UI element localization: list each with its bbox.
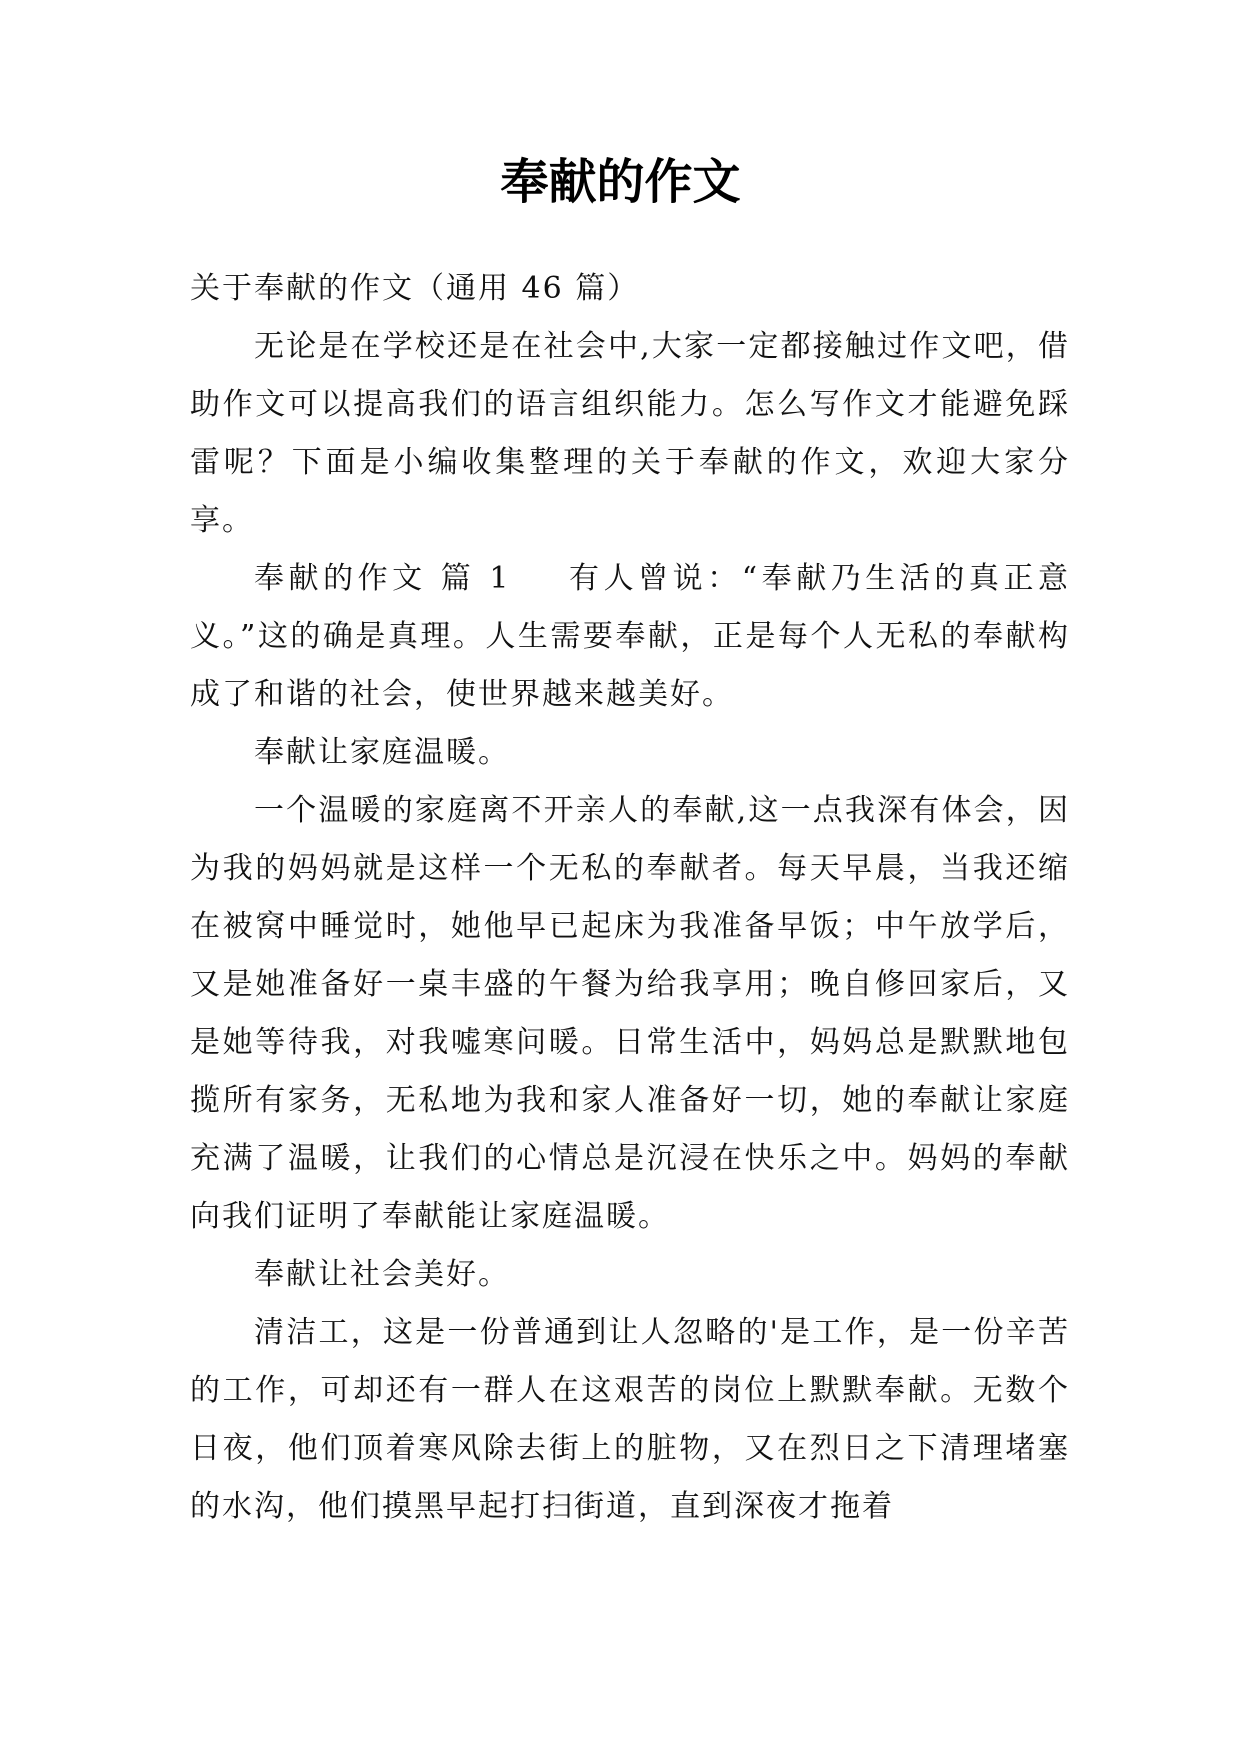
document-title: 奉献的作文 xyxy=(500,154,741,210)
society-paragraph: 清洁工，这是一份普通到让人忽略的'是工作，是一份辛苦的工作，可却还有一群人在这艰苦的岗位上默默奉献。无数个日夜，他们顶着寒风除去街上的脏物，又在烈日之下清理堵塞的水沟，他们摸黑早起打扫街道，直到深夜才拖着 xyxy=(190,1315,1070,1524)
intro-paragraph: 无论是在学校还是在社会中,大家一定都接触过作文吧，借助作文可以提高我们的语言组织能力。怎么写作文才能避免踩雷呢？下面是小编收集整理的关于奉献的作文，欢迎大家分享。 xyxy=(190,329,1070,538)
section-opening-text: 有人曾说：“奉献乃生活的真正意义。”这的确是真理。人生需要奉献，正是每个人无私的奉献构成了和谐的社会，使世界越来越美好。 xyxy=(190,561,1070,712)
section-1-paragraph xyxy=(190,550,1070,724)
document-body xyxy=(190,260,1070,1536)
society-heading: 奉献让社会美好。 xyxy=(254,1257,510,1292)
section-heading: 奉献的作文 篇 1 xyxy=(254,561,511,596)
family-paragraph: 一个温暖的家庭离不开亲人的奉献,这一点我深有体会，因为我的妈妈就是这样一个无私的奉献者。每天早晨，当我还缩在被窝中睡觉时，她他早已起床为我准备早饭；中午放学后，又是她准备好一桌丰盛的午餐为给我享用；晚自修回家后，又是她等待我，对我嘘寒问暖。日常生活中，妈妈总是默默地包揽所有家务，无私地为我和家人准备好一切，她的奉献让家庭充满了温暖，让我们的心情总是沉浸在快乐之中。妈妈的奉献向我们证明了奉献能让家庭温暖。 xyxy=(190,793,1070,1234)
document-subtitle: 关于奉献的作文（通用 46 篇） xyxy=(190,271,640,306)
family-heading: 奉献让家庭温暖。 xyxy=(254,735,510,770)
